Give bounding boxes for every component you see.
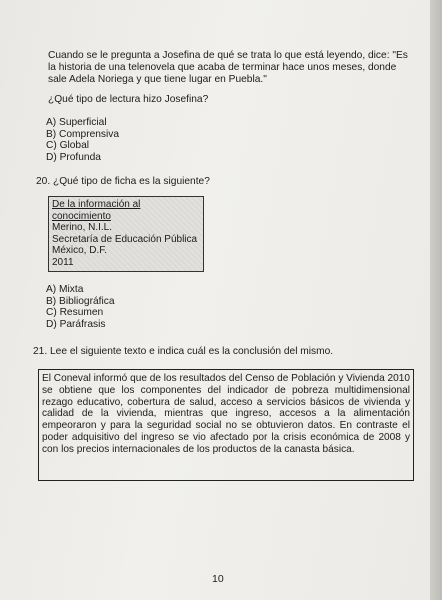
q20-option-b: B) Bibliográfica [46, 295, 115, 307]
q20-option-d: D) Paráfrasis [46, 318, 106, 330]
reading-text: El Coneval informó que de los resultados del Censo de Población y Vivienda 2010 se obtiene que los componentes del indicador de pobreza multidimensional rezago educativo, cobertura de salud, acceso a servicios básicos de vivienda y calidad de la vivienda, mientras que ingreso, accesos a la alimentación empeoraron y para la seguridad social no se obtuvieron datos. En contraste el poder adquisitivo del ingreso se vio afectado por la crisis económica de 2008 y con los precios internacionales de los productos de la canasta básica. [42, 373, 410, 455]
q20-option-c: C) Resumen [46, 307, 104, 318]
ficha-publisher: Secretaría de Educación Pública [52, 233, 198, 245]
q20-option-a: A) Mixta [46, 284, 84, 295]
q19-option-b: B) Comprensiva [46, 128, 120, 140]
ficha-place: México, D.F. [52, 245, 108, 257]
page-edge [430, 0, 442, 600]
ficha-title-line2: conocimiento [52, 210, 111, 222]
question-19: ¿Qué tipo de lectura hizo Josefina? [48, 94, 209, 105]
page-number: 10 [212, 573, 224, 585]
intro-paragraph: Cuando se le pregunta a Josefina de qué se trata lo que está leyendo, dice: "Es la historia de una telenovela que acaba de terminar hace unos meses, donde sale Adela Noriega y que tiene lugar en Puebla." [48, 50, 408, 85]
reading-text-box [38, 369, 414, 481]
bibliographic-card [48, 196, 204, 272]
ficha-author: Merino, N.I.L. [52, 222, 113, 234]
ficha-year: 2011 [52, 256, 74, 268]
ficha-title-line1: De la información al [52, 199, 141, 210]
question-20: 20. ¿Qué tipo de ficha es la siguiente? [36, 176, 210, 187]
q19-option-a: A) Superficial [46, 117, 107, 128]
question-21: 21. Lee el siguiente texto e indica cuál es la conclusión del mismo. [33, 346, 334, 357]
q19-option-c: C) Global [46, 140, 90, 151]
q19-option-d: D) Profunda [46, 151, 101, 163]
